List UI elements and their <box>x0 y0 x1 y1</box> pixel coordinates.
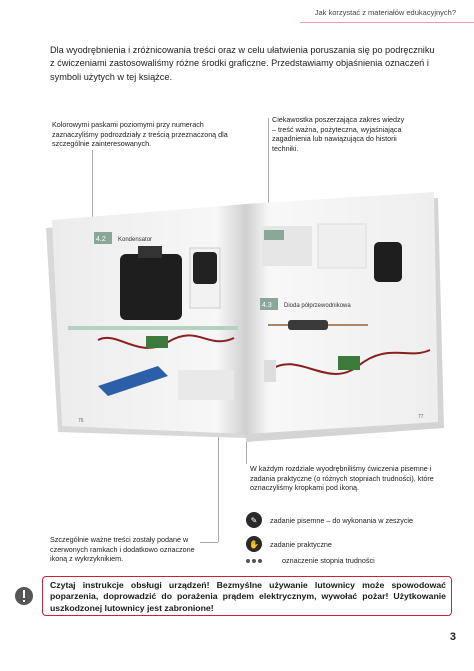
callout-curiosity: Ciekawostka poszerzająca zakres wiedzy – treść ważna, pożyteczna, wyjaśniająca zagadnienia lub nawiązująca do historii techniki. <box>272 115 405 154</box>
left-section-title: Kondensator <box>118 237 153 243</box>
legend-practical <box>246 536 332 552</box>
callout-exercises: W każdym rozdziale wyodrębniliśmy ćwiczenia pisemne i zadania praktyczne (o różnych stopniach trudności), które oznaczyliśmy kropkami pod ikoną. <box>250 464 434 493</box>
soldering-tool-image <box>120 254 182 320</box>
warning-text: Czytaj instrukcje obsługi urządzeń! Bezmyślne używanie lutownicy może spowodować poparzenia, doprowadzić do porażenia prądem elektrycznym, wywołać pożar! Użytkowanie uszkodzonej lutownicy jest zabronione! <box>50 580 446 613</box>
running-header: Jak korzystać z materiałów edukacyjnych? <box>314 8 456 17</box>
pen-icon: ✎ <box>246 512 262 528</box>
warning-box <box>14 576 460 618</box>
left-tab-number: 4.2 <box>96 236 106 243</box>
capacitor-image <box>193 252 217 284</box>
legend-difficulty-label: oznaczenie stopnia trudności <box>282 556 375 565</box>
legend-difficulty <box>246 556 375 565</box>
exclamation-icon <box>14 586 34 606</box>
legend-written <box>246 512 413 528</box>
left-page-number: 76 <box>78 418 84 424</box>
callout-stripes: Kolorowymi paskami poziomymi przy numerach zaznaczyliśmy podrozdziały z treścią przeznaczoną dla szczególnie zainteresowanych. <box>52 120 228 149</box>
intro-paragraph: Dla wyodrębnienia i zróżnicowania treści oraz w celu ułatwienia poruszania się po podręczniku z ćwiczeniami zastosowaliśmy różne środki graficzne. Przedstawiamy objaśnienia oznaczeń i symboli użytych w tej książce. <box>50 45 435 82</box>
legend-practical-label: zadanie praktyczne <box>270 539 332 549</box>
legend-written-label: zadanie pisemne – do wykonania w zeszycie <box>270 515 414 525</box>
difficulty-dots <box>246 556 264 565</box>
pointer-line-important <box>200 542 218 543</box>
book-illustration <box>38 190 450 450</box>
callout-important: Szczególnie ważne treści zostały podane w czerwonych ramkach i dodatkowo oznaczone ikoną z wykrzyknikiem. <box>50 535 195 564</box>
right-tab-number: 4.3 <box>262 302 272 309</box>
right-page-number: 77 <box>418 414 424 420</box>
diode-image <box>288 320 328 330</box>
hand-tool-icon: ✋ <box>246 536 262 552</box>
right-section-title: Dioda półprzewodnikowa <box>284 303 351 309</box>
page-number: 3 <box>449 631 456 643</box>
header-rule <box>300 22 474 23</box>
open-book-image <box>38 190 450 450</box>
